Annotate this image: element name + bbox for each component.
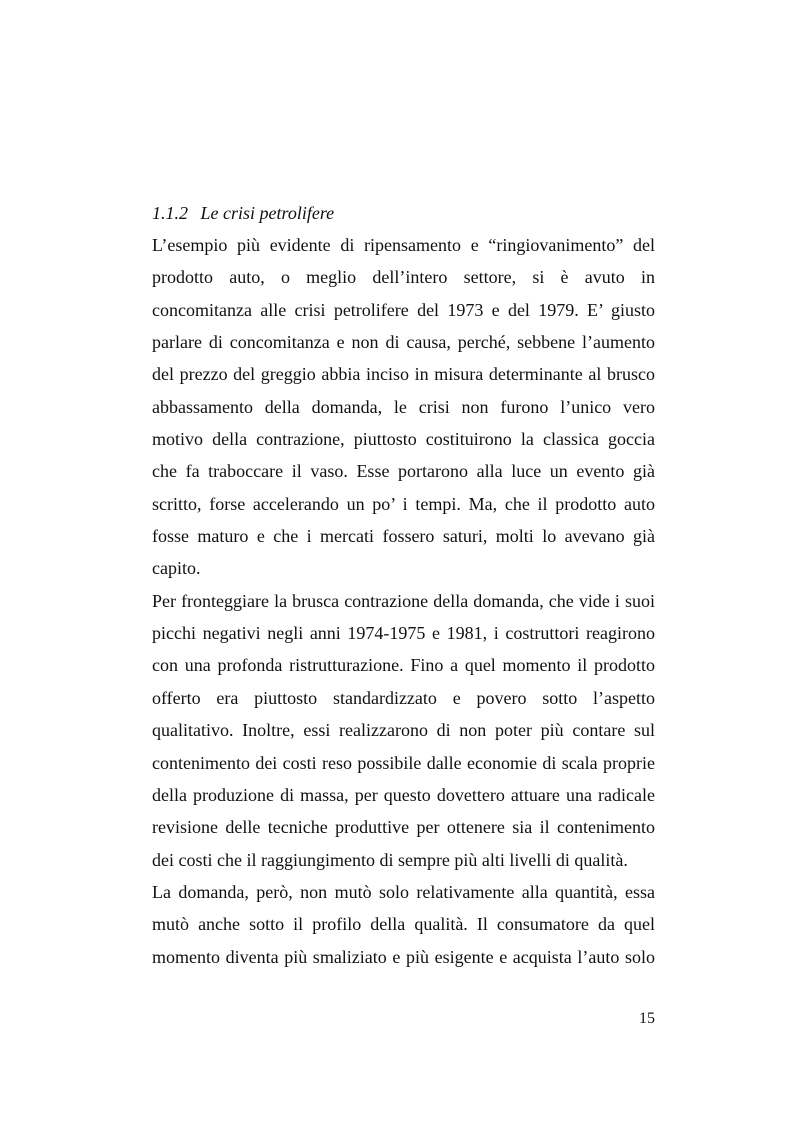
text-line: Per fronteggiare la brusca contrazione della domanda, che vide i suoi — [152, 590, 655, 611]
text-line: scritto, forse accelerando un po’ i tempi. Ma, che il prodotto auto — [152, 493, 655, 514]
text-line: fosse maturo e che i mercati fossero saturi, molti lo avevano già — [152, 526, 655, 547]
page-number: 15 — [639, 1010, 655, 1027]
text-line: La domanda, però, non mutò solo relativamente alla quantità, essa — [152, 881, 655, 902]
text-line: qualitativo. Inoltre, essi realizzarono di non poter più contare sul — [152, 720, 655, 741]
section-heading — [152, 201, 334, 225]
text-line: capito. — [152, 558, 201, 579]
text-line: con una profonda ristrutturazione. Fino a quel momento il prodotto — [152, 655, 655, 676]
text-line: parlare di concomitanza e non di causa, perché, sebbene l’aumento — [152, 332, 655, 353]
body-text — [152, 229, 655, 973]
text-line: contenimento dei costi reso possibile dalle economie di scala proprie — [152, 752, 655, 773]
text-line: motivo della contrazione, piuttosto costituirono la classica goccia — [152, 429, 655, 450]
text-line: abbassamento della domanda, le crisi non furono l’unico vero — [152, 396, 655, 417]
text-line: dei costi che il raggiungimento di sempre più alti livelli di qualità. — [152, 849, 628, 870]
text-line: della produzione di massa, per questo dovettero attuare una radicale — [152, 784, 655, 805]
text-line: L’esempio più evidente di ripensamento e “ringiovanimento” del — [152, 235, 655, 255]
text-line: mutò anche sotto il profilo della qualità. Il consumatore da quel — [152, 914, 655, 935]
text-line: prodotto auto, o meglio dell’intero settore, si è avuto in — [152, 267, 655, 288]
text-line: offerto era piuttosto standardizzato e povero sotto l’aspetto — [152, 687, 655, 708]
text-line: concomitanza alle crisi petrolifere del 1973 e del 1979. E’ giusto — [152, 299, 655, 320]
text-line: del prezzo del greggio abbia inciso in misura determinante al brusco — [152, 364, 655, 385]
section-title: Le crisi petrolifere — [200, 203, 335, 223]
text-line: che fa traboccare il vaso. Esse portarono alla luce un evento già — [152, 461, 655, 482]
text-line: momento diventa più smaliziato e più esigente e acquista l’auto solo — [152, 946, 655, 967]
text-line: picchi negativi negli anni 1974-1975 e 1981, i costruttori reagirono — [152, 623, 655, 644]
section-number: 1.1.2 — [152, 203, 188, 223]
text-line: revisione delle tecniche produttive per ottenere sia il contenimento — [152, 817, 655, 838]
